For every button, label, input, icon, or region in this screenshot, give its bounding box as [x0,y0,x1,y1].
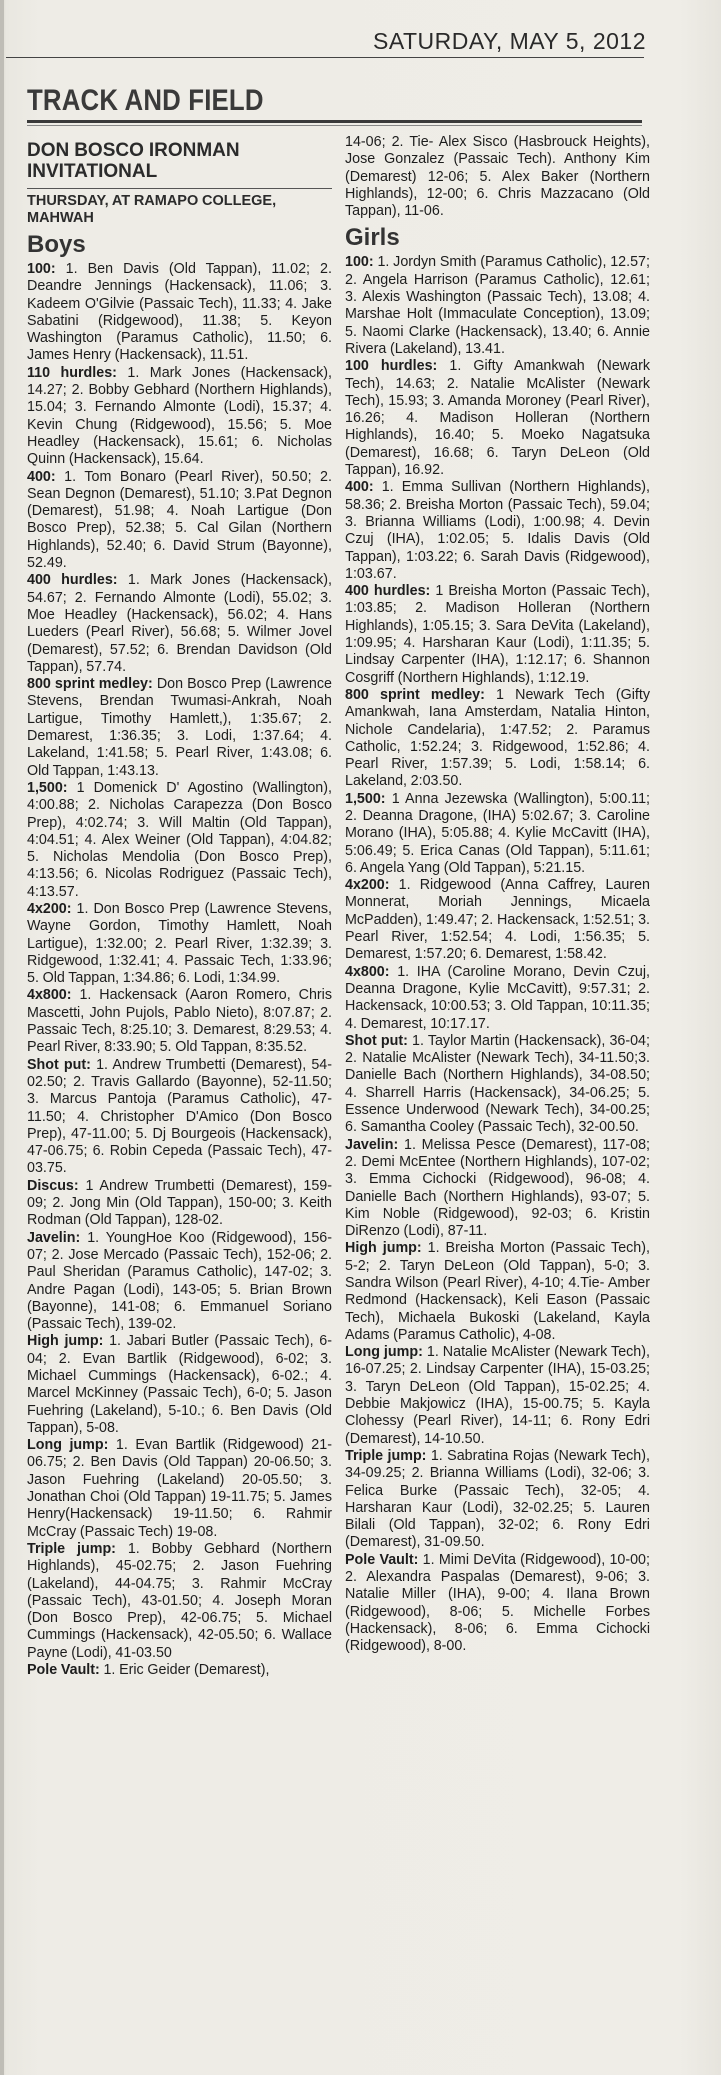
girls-heading: Girls [345,224,400,252]
boys-heading: Boys [27,231,86,258]
boys-results [27,261,332,1679]
dateline-rule [6,57,644,58]
event-result [27,1178,332,1230]
event-name: Triple jump: [27,1540,116,1557]
event-results-text: 1 Anna Jezewska (Wallington), 5:00.11; 2. Deanna Dragone, (IHA) 5:02.67; 3. Caroline Morano (IHA), 5:05.88; 4. Kylie McCavitt (IHA), 5:06.49; 5. Erica Canas (Old Tappan), 5:11.61; 6. Angela Yang (Old Tappan), 5:21.15. [345,790,650,876]
event-name: 800 sprint medley: [27,676,153,693]
event-results-text: 1. Emma Sullivan (Northern Highlands), 58.36; 2. Breisha Morton (Passaic Tech), 59.04; 3. Brianna Williams (Lodi), 1:00.98; 4. Devin Czuj (IHA), 1:02.05; 5. Idalis Davis (Old Tappan), 1:03.22; 6. Sarah Davis (Ridgewood), 1:03.67. [345,479,650,582]
event-name: Javelin: [345,1136,399,1153]
event-result [345,583,650,687]
event-result [345,1448,650,1552]
event-result [27,1230,332,1334]
event-results-text: 1. IHA (Caroline Morano, Devin Czuj, Deanna Dragone, Kylie McCavitt), 9:57.31; 2. Hackensack, 10:00.53; 3. Old Tappan, 10:11.35; 4. Demarest, 10:17.17. [345,963,650,1032]
event-name: 1,500: [345,790,386,807]
event-results-text: 1 Newark Tech (Gifty Amankwah, Iana Amsterdam, Natalia Hinton, Nichole Candelaria), 1:47.52; 2. Paramus Catholic, 1:52.24; 3. Ridgewood, 1:52.86; 4. Pearl River, 1:57.39; 5. Lodi, 1:58.14; 6. Lakeland, 2:03.50. [345,686,650,790]
event-result [345,1552,650,1656]
event-results-text: 1. Hackensack (Aaron Romero, Chris Mascetti, John Pujols, Pablo Nieto), 8:07.87; 2. Passaic Tech, 8:25.10; 3. Demarest, 8:29.53; 4. Pearl River, 8:33.90; 5. Old Tappan, 8:35.52. [27,987,332,1056]
event-result [345,1137,650,1241]
pole-vault-continued: 14-06; 2. Tie- Alex Sisco (Hasbrouck Heights), Jose Gonzalez (Passaic Tech). Anthony Kim (Demarest) 12-06; 5. Alex Baker (Northern Highlands), 12-00; 6. Chris Mazzacano (Old Tappan), 11-06. [345,134,650,220]
event-result [27,901,332,987]
event-name: Triple jump: [345,1447,427,1464]
event-name: Pole Vault: [345,1551,419,1568]
meet-venue: THURSDAY, AT RAMAPO COLLEGE, MAHWAH [27,193,277,226]
right-column [345,134,650,1656]
event-results-text: 1. Bobby Gebhard (Northern Highlands), 45-02.75; 2. Jason Fuehring (Lakeland), 44-04.75; 3. Rahmir McCray (Passaic Tech), 43-01.50; 4. Joseph Moran (Don Bosco Prep), 42-06.75; 5. Michael Cummings (Hackensack), 42-05.50; 6. Wallace Payne (Lodi), 41-03.50 [27,1540,332,1661]
event-results-text: 1. Don Bosco Prep (Lawrence Stevens, Wayne Gordon, Timothy Hamlett, Noah Lartigue), 1:32.00; 2. Pearl River, 1:32.39; 3. Ridgewood, 1:32.41; 4. Passaic Tech, 1:33.96; 5. Old Tappan, 1:34.86; 6. Lodi, 1:34.99. [27,900,332,987]
event-name: Pole Vault: [27,1662,100,1679]
section-rule [27,120,642,123]
event-results-text: 1. Andrew Trumbetti (Demarest), 54-02.50; 2. Travis Gallardo (Bayonne), 52-11.50; 3. Marcus Pantoja (Paramus Catholic), 47-11.50; 4. Christopher D'Amico (Don Bosco Prep), 47-11.00; 5. Dj Bourgeois (Hackensack), 47-06.75; 6. Robin Cepeda (Passaic Tech), 47-03.75. [27,1056,332,1177]
event-name: 400: [27,468,56,485]
event-name: 4x800: [345,963,390,980]
event-result [27,676,332,780]
event-results-text: 1. Ben Davis (Old Tappan), 11.02; 2. Deandre Jennings (Hackensack), 11.06; 3. Kadeem O'Gilvie (Passaic Tech), 11.33; 4. Jake Sabatini (Ridgewood), 11.38; 5. Keyon Washington (Paramus Catholic), 11.50; 6. James Henry (Hackensack), 11.51. [27,261,332,364]
event-results-text: 1. Tom Bonaro (Pearl River), 50.50; 2. Sean Degnon (Demarest), 51.10; 3.Pat Degnon (Demarest), 51.98; 4. Noah Lartigue (Don Bosco Prep), 52.38; 5. Cal Gilan (Northern Highlands), 52.40; 6. David Strum (Bayonne), 52.49. [27,468,332,572]
event-results-text: 1. Jordyn Smith (Paramus Catholic), 12.57; 2. Angela Harrison (Paramus Catholic), 12.61; 3. Alexis Washington (Passaic Tech), 13.08; 4. Marshae Holt (Immaculate Conception), 13.09; 5. Naomi Clarke (Hackensack), 13.40; 6. Annie Rivera (Lakeland), 13.41. [345,254,650,357]
event-result [27,1057,332,1178]
event-name: Discus: [27,1177,79,1194]
event-results-text: 1. Mark Jones (Hackensack), 54.67; 2. Fernando Almonte (Lodi), 55.02; 3. Moe Headley (Hackensack), 56.02; 4. Hans Lueders (Pearl River), 56.68; 5. Wilmer Jovel (Demarest), 57.52; 6. Brendan Davidson (Old Tappan), 57.74. [27,572,332,675]
event-result [27,261,332,365]
boys-results-continued [345,134,650,220]
event-result [27,469,332,573]
event-name: 100: [27,261,56,277]
event-name: Long jump: [27,1437,109,1454]
event-name: Shot put: [345,1032,408,1049]
event-results-text: 1. Mimi DeVita (Ridgewood), 10-00; 2. Alexandra Paspalas (Demarest), 9-06; 3. Natalie Miller (IHA), 9-00; 4. Ilana Brown (Ridgewood), 8-06; 5. Michelle Forbes (Hackensack), 8-06; 6. Emma Cichocki (Ridgewood), 8-00. [345,1551,650,1655]
event-name: Shot put: [27,1056,91,1073]
event-results-text: Don Bosco Prep (Lawrence Stevens, Brendan Twumasi-Ankrah, Noah Lartigue, Timothy Hamlett,), 1:35.67; 2. Demarest, 1:36.35; 3. Lodi, 1:37.64; 4. Lakeland, 1:41.58; 5. Pearl River, 1:43.08; 6. Old Tappan, 1:43.13. [27,676,332,779]
event-result [27,1541,332,1662]
event-result [27,780,332,901]
event-results-text: 1 Andrew Trumbetti (Demarest), 159-09; 2. Jong Min (Old Tappan), 150-00; 3. Keith Rodman (Old Tappan), 128-02. [27,1177,332,1229]
event-name: 1,500: [27,779,68,796]
event-name: High jump: [345,1240,422,1257]
event-results-text: 1. Taylor Martin (Hackensack), 36-04; 2. Natalie McAlister (Newark Tech), 34-11.50;3. Danielle Bach (Northern Highlands), 34-08.50; 4. Sharrell Harris (Hackensack), 34-06.25; 5. Essence Underwood (Newark Tech), 34-00.25; 6. Samantha Cooley (Passaic Tech), 32-00.50. [345,1032,650,1136]
event-result [27,1437,332,1541]
event-result [345,1033,650,1137]
event-result [27,987,332,1056]
event-name: 800 sprint medley: [345,686,485,703]
event-name: 110 hurdles: [27,364,117,381]
event-results-text: 1. Eric Geider (Demarest), [103,1662,270,1679]
event-results-text: 1. Ridgewood (Anna Caffrey, Lauren Monnerat, Moriah Jennings, Micaela McPadden), 1:49.47; 2. Hackensack, 1:52.51; 3. Pearl River, 1:52.54; 4. Lodi, 1:56.35; 5. Demarest, 1:57.20; 6. Demarest, 1:58.42. [345,877,650,963]
event-result [345,964,650,1033]
event-result [345,791,650,877]
event-results-text: 1. Sabratina Rojas (Newark Tech), 34-09.25; 2. Brianna Williams (Lodi), 32-06; 3. Felica Burke (Passaic Tech), 32-05; 4. Harsharan Kaur (Lodi), 32-02.25; 5. Lauren Bilali (Old Tappan), 32-02; 6. Rony Edri (Demarest), 31-09.50. [345,1447,650,1551]
event-name: High jump: [27,1333,104,1350]
event-result [345,687,650,791]
event-name: 400 hurdles: [27,572,118,589]
girls-results [345,254,650,1655]
event-results-text: 1. Mark Jones (Hackensack), 14.27; 2. Bobby Gebhard (Northern Highlands), 15.04; 3. Fernando Almonte (Lodi), 15.37; 4. Kevin Chung (Ridgewood), 15.56; 5. Moe Headley (Hackensack), 15.61; 6. Nicholas Quinn (Hackensack), 15.64. [27,364,332,468]
meet-name: DON BOSCO IRONMAN INVITATIONAL [27,140,240,182]
left-column [27,136,332,1679]
event-result [27,1662,332,1679]
section-rule-thin [27,125,642,126]
event-result [345,1344,650,1448]
event-result [345,877,650,963]
event-result [345,479,650,583]
event-result [345,254,650,358]
event-name: 4x200: [345,877,390,894]
event-name: 4x800: [27,987,72,1004]
event-result [27,365,332,469]
event-results-text: 1. Breisha Morton (Passaic Tech), 5-2; 2. Taryn DeLeon (Old Tappan), 5-0; 3. Sandra Wilson (Pearl River), 4-10; 4.Tie- Amber Redmond (Hackensack), Keli Eason (Passaic Tech), Michaela Bukoski (Lakeland, Kayla Adams (Paramus Catholic), 4-08. [345,1240,650,1343]
event-result [27,572,332,676]
event-result [345,1240,650,1344]
event-name: 100 hurdles: [345,358,438,375]
dateline: SATURDAY, MAY 5, 2012 [373,28,646,54]
event-name: Long jump: [345,1344,423,1361]
section-title: TRACK AND FIELD [27,84,264,117]
event-name: 4x200: [27,900,72,917]
event-results-text: 1. Gifty Amankwah (Newark Tech), 14.63; 2. Natalie McAlister (Newark Tech), 15.93; 3. Amanda Moroney (Pearl River), 16.26; 4. Madison Holleran (Northern Highlands), 16.40; 5. Moeko Nagatsuka (Demarest), 16.68; 6. Taryn DeLeon (Old Tappan), 16.92. [345,358,650,479]
event-name: 400: [345,479,374,496]
meet-rule [27,188,332,189]
event-results-text: 1. Natalie McAlister (Newark Tech), 16-07.25; 2. Lindsay Carpenter (IHA), 15-03.25; 3. Taryn DeLeon (Old Tappan), 15-02.25; 4. Debbie Makjowicz (IHA), 15-00.75; 5. Kayla Clohessy (Pearl River), 14-11; 6. Rony Edri (Demarest), 14-10.50. [345,1344,650,1447]
event-name: 100: [345,254,374,271]
event-name: Javelin: [27,1229,81,1246]
event-results-text: 1. Jabari Butler (Passaic Tech), 6-04; 2. Evan Bartlik (Ridgewood), 6-02; 3. Michael Cummings (Hackensack), 6-02.; 4. Marcel McKinney (Passaic Tech), 6-0; 5. Jason Fuehring (Lakeland), 5-10.; 6. Ben Davis (Old Tappan), 5-08. [27,1333,332,1436]
event-result [345,358,650,479]
event-results-text: 1 Breisha Morton (Passaic Tech), 1:03.85; 2. Madison Holleran (Northern Highlands), 1:05.15; 3. Sara DeVita (Lakeland), 1:09.95; 4. Harsharan Kaur (Lodi), 1:11.35; 5. Lindsay Carpenter (IHA), 1:12.17; 6. Shannon Cosgriff (Northern Highlands), 1:12.19. [345,583,650,686]
event-results-text: 1. Evan Bartlik (Ridgewood) 21-06.75; 2. Ben Davis (Old Tappan) 20-06.50; 3. Jason Fuehring (Lakeland) 20-05.50; 3. Jonathan Choi (Old Tappan) 19-11.75; 5. James Henry(Hackensack) 19-11.50; 6. Rahmir McCray (Passaic Tech) 19-08. [27,1437,332,1540]
event-results-text: 1 Domenick D' Agostino (Wallington), 4:00.88; 2. Nicholas Carapezza (Don Bosco Prep), 4:02.74; 3. Will Maltin (Old Tappan), 4:04.51; 4. Alex Weiner (Old Tappan), 4:04.82; 5. Nicholas Mendolia (Don Bosco Prep), 4:13.56; 6. Nicolas Rodriguez (Passaic Tech), 4:13.57. [27,779,332,900]
page-fold-shadow [0,0,4,2075]
event-results-text: 1. Melissa Pesce (Demarest), 117-08; 2. Demi McEntee (Northern Highlands), 107-02; 3. Emma Cichocki (Ridgewood), 96-08; 4. Danielle Bach (Northern Highlands), 93-07; 5. Kim Noble (Ridgewood), 92-03; 6. Kristin DiRenzo (Lodi), 87-11. [345,1136,650,1240]
event-result [27,1333,332,1437]
event-name: 400 hurdles: [345,583,431,600]
event-results-text: 1. YoungHoe Koo (Ridgewood), 156-07; 2. Jose Mercado (Passaic Tech), 152-06; 2. Paul Sheridan (Paramus Catholic), 147-02; 3. Andre Pagan (Lodi), 143-05; 5. Brian Brown (Bayonne), 141-08; 6. Emmanuel Soriano (Passaic Tech), 139-02. [27,1229,332,1333]
